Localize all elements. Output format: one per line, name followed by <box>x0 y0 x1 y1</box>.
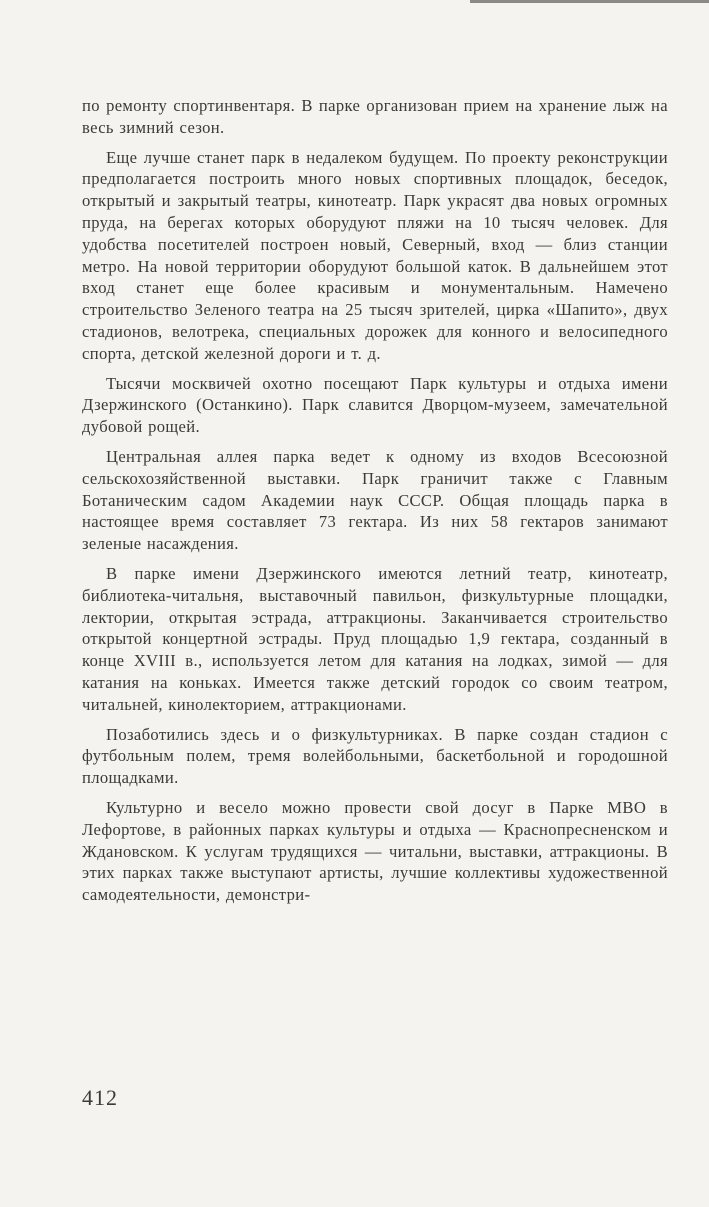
paragraph-5: В парке имени Дзержинского имеются летний театр, кинотеатр, библиотека-читальня, выставочный павильон, физкультурные площадки, лектории, открытая эстрада, аттракционы. Заканчивается строительство открытой концертной эстрады. Пруд площадью 1,9 гектара, созданный в конце XVIII в., используется летом для катания на лодках, зимой — для катания на коньках. Имеется также детский городок со своим театром, читальней, кинолекторием, аттракционами. <box>82 563 668 714</box>
page-number: 412 <box>82 1085 118 1110</box>
paragraph-1: по ремонту спортинвентаря. В парке организован прием на хранение лыж на весь зимний сезон. <box>82 96 668 137</box>
paragraph-6: Позаботились здесь и о физкультурниках. В парке создан стадион с футбольным полем, тремя волейбольными, баскетбольной и городошной площадками. <box>82 724 668 788</box>
paragraph-3: Тысячи москвичей охотно посещают Парк культуры и отдыха имени Дзержинского (Останкино). Парк славится Дворцом-музеем, замечательной дубовой рощей. <box>82 373 668 437</box>
page-text <box>82 95 668 914</box>
paragraph-4: Центральная аллея парка ведет к одному из входов Всесоюзной сельскохозяйственной выставки. Парк граничит также с Главным Ботаническим садом Академии наук СССР. Общая площадь парка в настоящее время составляет 73 гектара. Из них 58 гектаров занимают зеленые насаждения. <box>82 446 668 554</box>
paragraph-7: Культурно и весело можно провести свой досуг в Парке МВО в Лефортове, в районных парках культуры и отдыха — Краснопресненском и Ждановском. К услугам трудящихся — читальни, выставки, аттракционы. В этих парках также выступают артисты, лучшие коллективы художественной самодеятельности, демонстри- <box>82 797 668 905</box>
paragraph-2: Еще лучше станет парк в недалеком будущем. По проекту реконструкции предполагается построить много новых спортивных площадок, беседок, открытый и закрытый театры, кинотеатр. Парк украсят два новых огромных пруда, на берегах которых оборудуют пляжи на 10 тысяч человек. Для удобства посетителей построен новый, Северный, вход — близ станции метро. На новой территории оборудуют большой каток. В дальнейшем этот вход станет еще более красивым и монументальным. Намечено строительство Зеленого театра на 25 тысяч зрителей, цирка «Шапито», двух стадионов, велотрека, специальных дорожек для конного и велосипедного спорта, детской железной дороги и т. д. <box>82 147 668 363</box>
top-edge-rule <box>470 0 709 3</box>
